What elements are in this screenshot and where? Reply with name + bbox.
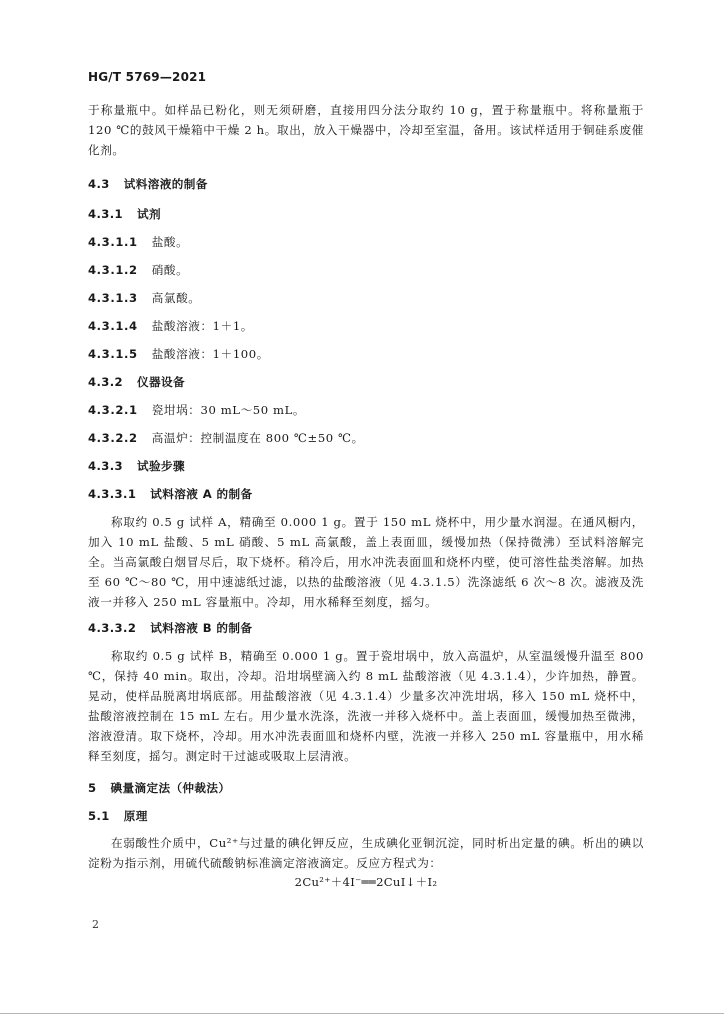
section-number: 5.1 (88, 809, 110, 823)
section-4-3-3-2-heading (88, 618, 644, 638)
reagent-item (88, 344, 644, 364)
section-4-3-2-heading (88, 372, 644, 392)
section-number: 4.3.1 (88, 207, 124, 221)
section-title: 试验步骤 (137, 459, 185, 473)
section-title: 试料溶液 B 的制备 (150, 621, 253, 635)
section-title: 试料溶液 A 的制备 (150, 487, 253, 501)
item-text: 高氯酸。 (151, 291, 201, 305)
equipment-item (88, 428, 644, 448)
section-5-heading (88, 778, 644, 798)
section-number: 4.3 (88, 177, 110, 191)
section-number: 4.3.2 (88, 375, 124, 389)
solution-b-procedure: 称取约 0.5 g 试样 B，精确至 0.000 1 g。置于瓷坩埚中，放入高温炉，从室温缓慢升温至 800 ℃，保持 40 min。取出，冷却。沿坩埚壁滴入约 8 mL 盐酸溶液（见 4.3.1.4），少许加热，静置。晃动，使样品脱离坩埚底部。用盐酸溶液（见 4.3.1.4）少量多次冲洗坩埚，移入 150 mL 烧杯中，盐酸溶液控制在 15 mL 左右。用少量水洗涤，洗液一并移入烧杯中。盖上表面皿，缓慢加热至微沸，溶液澄清。取下烧杯，冷却。用水冲洗表面皿和烧杯内壁，洗液一并移入 250 mL 容量瓶中，用水稀释至刻度，摇匀。测定时干过滤或吸取上层清液。 (88, 649, 644, 763)
item-text: 硝酸。 (151, 263, 189, 277)
scan-edge-line (0, 1013, 724, 1014)
item-text: 盐酸溶液：1＋100。 (151, 347, 269, 361)
standard-code: HG/T 5769—2021 (88, 70, 207, 84)
section-number: 4.3.3.2 (88, 621, 137, 635)
equipment-item (88, 400, 644, 420)
section-4-3-1-heading (88, 204, 644, 224)
section-number: 4.3.3 (88, 459, 124, 473)
reagent-item (88, 260, 644, 280)
section-title: 试料溶液的制备 (123, 177, 208, 191)
principle-paragraph: 在弱酸性介质中，Cu²⁺与过量的碘化钾反应，生成碘化亚铜沉淀，同时析出定量的碘。析出的碘以淀粉为指示剂，用硫代硫酸钠标准滴定溶液滴定。反应方程式为： (88, 836, 644, 870)
item-text: 盐酸。 (151, 235, 189, 249)
solution-a-procedure: 称取约 0.5 g 试样 A，精确至 0.000 1 g。置于 150 mL 烧杯中，用少量水润湿。在通风橱内，加入 10 mL 盐酸、5 mL 硝酸、5 mL 高氯酸，盖上表面皿，缓慢加热（保持微沸）至试料溶解完全。当高氯酸白烟冒尽后，取下烧杯。稍冷后，用水冲洗表面皿和烧杯内壁，使可溶性盐类溶解。加热至 60 ℃～80 ℃，用中速滤纸过滤，以热的盐酸溶液（见 4.3.1.5）洗涤滤纸 6 次～8 次。滤液及洗液一并移入 250 mL 容量瓶中。冷却，用水稀释至刻度，摇匀。 (88, 515, 644, 609)
section-number: 4.3.3.1 (88, 487, 137, 501)
item-number: 4.3.1.3 (88, 291, 138, 305)
intro-paragraph: 于称量瓶中。如样品已粉化，则无须研磨，直接用四分法分取约 10 g，置于称量瓶中。将称量瓶于 120 ℃的鼓风干燥箱中干燥 2 h。取出，放入干燥器中，冷却至室温，备用。该试样适用于铜硅系废催化剂。 (88, 103, 644, 157)
item-number: 4.3.1.1 (88, 235, 138, 249)
reagent-item (88, 316, 644, 336)
item-number: 4.3.1.5 (88, 347, 138, 361)
section-5-1-heading (88, 806, 644, 826)
section-title: 原理 (123, 809, 148, 823)
section-4-3-3-heading (88, 456, 644, 476)
item-number: 4.3.2.2 (88, 431, 138, 445)
section-4-3-3-1-heading (88, 484, 644, 504)
section-title: 试剂 (137, 207, 162, 221)
item-number: 4.3.1.4 (88, 319, 138, 333)
item-text: 高温炉：控制温度在 800 ℃±50 ℃。 (151, 431, 364, 445)
item-text: 盐酸溶液：1＋1。 (151, 319, 253, 333)
reaction-equation: 2Cu²⁺＋4I⁻══2CuI↓＋I₂ (294, 875, 438, 889)
section-title: 仪器设备 (137, 375, 185, 389)
item-text: 瓷坩埚：30 mL～50 mL。 (151, 403, 306, 417)
page-number: 2 (92, 918, 99, 931)
section-4-3-heading (88, 174, 644, 194)
item-number: 4.3.1.2 (88, 263, 138, 277)
section-number: 5 (88, 781, 97, 795)
item-number: 4.3.2.1 (88, 403, 138, 417)
page-content (88, 100, 644, 891)
reagent-item (88, 288, 644, 308)
section-title: 碘量滴定法（仲裁法） (110, 781, 231, 795)
reagent-item (88, 232, 644, 252)
